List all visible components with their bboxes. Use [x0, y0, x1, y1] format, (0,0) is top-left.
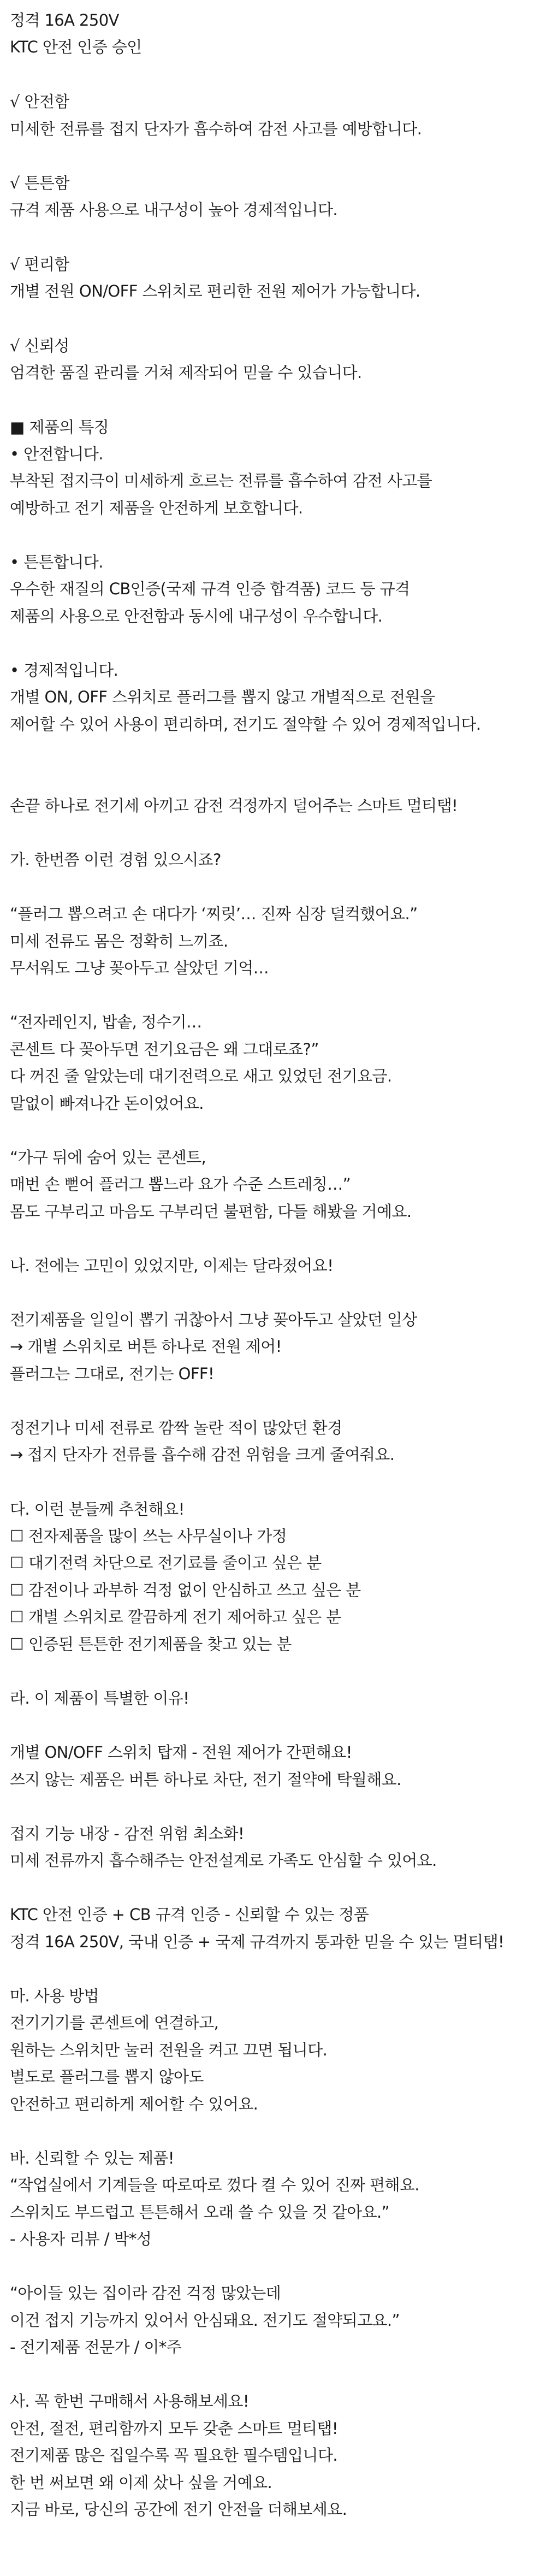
text-line: 원하는 스위치만 눌러 전원을 켜고 끄면 됩니다.	[10, 2041, 328, 2059]
text-line: - 사용자 리뷰 / 박*성	[10, 2230, 152, 2248]
text-line: • 경제적입니다.	[10, 661, 118, 680]
text-line: 전기제품 많은 집일수록 꼭 필요한 필수템입니다.	[10, 2446, 337, 2465]
text-line: 손끝 하나로 전기세 아끼고 감전 걱정까지 덜어주는 스마트 멀티탭!	[10, 796, 458, 815]
text-line: 이건 접지 기능까지 있어서 안심돼요. 전기도 절약되고요.”	[10, 2311, 400, 2330]
text-line: ☐ 개별 스위치로 깔끔하게 전기 제어하고 싶은 분	[10, 1608, 341, 1626]
text-line: 엄격한 품질 관리를 거쳐 제작되어 믿을 수 있습니다.	[10, 363, 362, 382]
text-line: “전자레인지, 밥솥, 정수기…	[10, 1013, 202, 1031]
text-line: 가. 한번쯤 이런 경험 있으시죠?	[10, 850, 221, 869]
text-line: √ 튼튼함	[10, 174, 69, 192]
text-line: “가구 뒤에 숨어 있는 콘센트,	[10, 1148, 206, 1167]
text-line: • 튼튼합니다.	[10, 553, 103, 571]
text-line: 정격 16A 250V	[10, 11, 119, 29]
text-line: 별도로 플러그를 뽑지 않아도	[10, 2067, 204, 2086]
text-line: 개별 ON, OFF 스위치로 플러그를 뽑지 않고 개별적으로 전원을	[10, 688, 435, 706]
text-line: √ 편리함	[10, 255, 69, 274]
text-line: 사. 꼭 한번 구매해서 사용해보세요!	[10, 2392, 249, 2410]
text-line: 콘센트 다 꽂아두면 전기요금은 왜 그대로죠?”	[10, 1040, 319, 1059]
text-line: 우수한 재질의 CB인증(국제 규격 인증 합격품) 코드 등 규격	[10, 580, 410, 598]
text-line: 스위치도 부드럽고 튼튼해서 오래 쓸 수 있을 것 같아요.”	[10, 2203, 390, 2221]
text-line: → 개별 스위치로 버튼 하나로 전원 제어!	[10, 1337, 282, 1356]
text-line: √ 신뢰성	[10, 336, 69, 355]
text-line: “아이들 있는 집이라 감전 걱정 많았는데	[10, 2284, 281, 2302]
text-line: 말없이 빠져나간 돈이었어요.	[10, 1094, 204, 1113]
text-line: 제품의 사용으로 안전함과 동시에 내구성이 우수합니다.	[10, 607, 383, 625]
text-line: 미세한 전류를 접지 단자가 흡수하여 감전 사고를 예방합니다.	[10, 120, 422, 138]
text-line: √ 안전함	[10, 92, 69, 111]
text-line: ☐ 감전이나 과부하 걱정 없이 안심하고 쓰고 싶은 분	[10, 1581, 361, 1599]
text-line: 한 번 써보면 왜 이제 샀나 싶을 거예요.	[10, 2473, 272, 2492]
text-line: 규격 제품 사용으로 내구성이 높아 경제적입니다.	[10, 200, 337, 219]
text-line: 몸도 구부리고 마음도 구부리던 불편함, 다들 해봤을 거예요.	[10, 1202, 412, 1221]
text-line: 지금 바로, 당신의 공간에 전기 안전을 더해보세요.	[10, 2500, 347, 2519]
text-line: 무서워도 그냥 꽂아두고 살았던 기억…	[10, 959, 269, 977]
text-line: 전기기기를 콘센트에 연결하고,	[10, 2013, 219, 2032]
text-line: 개별 전원 ON/OFF 스위치로 편리한 전원 제어가 가능합니다.	[10, 282, 420, 300]
text-line: 미세 전류도 몸은 정확히 느끼죠.	[10, 932, 228, 950]
text-line: 접지 기능 내장 - 감전 위험 최소화!	[10, 1824, 244, 1843]
text-line: 예방하고 전기 제품을 안전하게 보호합니다.	[10, 499, 303, 517]
text-line: ☐ 인증된 튼튼한 전기제품을 찾고 있는 분	[10, 1635, 292, 1653]
text-line: • 안전합니다.	[10, 445, 103, 463]
text-line: 쓰지 않는 제품은 버튼 하나로 차단, 전기 절약에 탁월해요.	[10, 1770, 401, 1789]
text-line: 다 꺼진 줄 알았는데 대기전력으로 새고 있었던 전기요금.	[10, 1067, 392, 1085]
text-line: 나. 전에는 고민이 있었지만, 이제는 달라졌어요!	[10, 1256, 334, 1275]
text-line: 부착된 접지극이 미세하게 흐르는 전류를 흡수하여 감전 사고를	[10, 471, 432, 490]
text-line: ■ 제품의 특징	[10, 418, 109, 436]
text-line: 마. 사용 방법	[10, 1987, 99, 2005]
text-line: 다. 이런 분들께 추천해요!	[10, 1500, 185, 1519]
text-line: 매번 손 뻗어 플러그 뽑느라 요가 수준 스트레칭…”	[10, 1175, 351, 1194]
text-line: 바. 신뢰할 수 있는 제품!	[10, 2149, 174, 2167]
text-line: 개별 ON/OFF 스위치 탑재 - 전원 제어가 간편해요!	[10, 1743, 352, 1762]
text-line: “작업실에서 기계들을 따로따로 껐다 켤 수 있어 진짜 편해요.	[10, 2176, 419, 2194]
text-line: 안전, 절전, 편리함까지 모두 갖춘 스마트 멀티탭!	[10, 2419, 338, 2438]
text-line: 전기제품을 일일이 뽑기 귀찮아서 그냥 꽂아두고 살았던 일상	[10, 1310, 417, 1329]
text-line: → 접지 단자가 전류를 흡수해 감전 위험을 크게 줄여줘요.	[10, 1445, 395, 1464]
text-line: 제어할 수 있어 사용이 편리하며, 전기도 절약할 수 있어 경제적입니다.	[10, 715, 481, 734]
text-line: KTC 안전 인증 + CB 규격 인증 - 신뢰할 수 있는 정품	[10, 1905, 369, 1924]
text-line: 미세 전류까지 흡수해주는 안전설계로 가족도 안심할 수 있어요.	[10, 1851, 437, 1870]
text-line: 라. 이 제품이 특별한 이유!	[10, 1689, 189, 1708]
text-line: “플러그 뽑으려고 손 대다가 ‘찌릿’… 진짜 심장 덜컥했어요.”	[10, 905, 418, 923]
text-line: 안전하고 편리하게 제어할 수 있어요.	[10, 2095, 258, 2113]
text-line: 정격 16A 250V, 국내 인증 + 국제 규격까지 통과한 믿을 수 있는 멀티탭!	[10, 1933, 505, 1951]
text-line: - 전기제품 전문가 / 이*주	[10, 2338, 182, 2356]
text-line: 정전기나 미세 전류로 깜짝 놀란 적이 많았던 환경	[10, 1419, 342, 1437]
text-line: 플러그는 그대로, 전기는 OFF!	[10, 1364, 215, 1383]
text-line: KTC 안전 인증 승인	[10, 38, 142, 56]
text-line: ☐ 대기전력 차단으로 전기료를 줄이고 싶은 분	[10, 1553, 322, 1572]
text-line: ☐ 전자제품을 많이 쓰는 사무실이나 가정	[10, 1527, 287, 1545]
